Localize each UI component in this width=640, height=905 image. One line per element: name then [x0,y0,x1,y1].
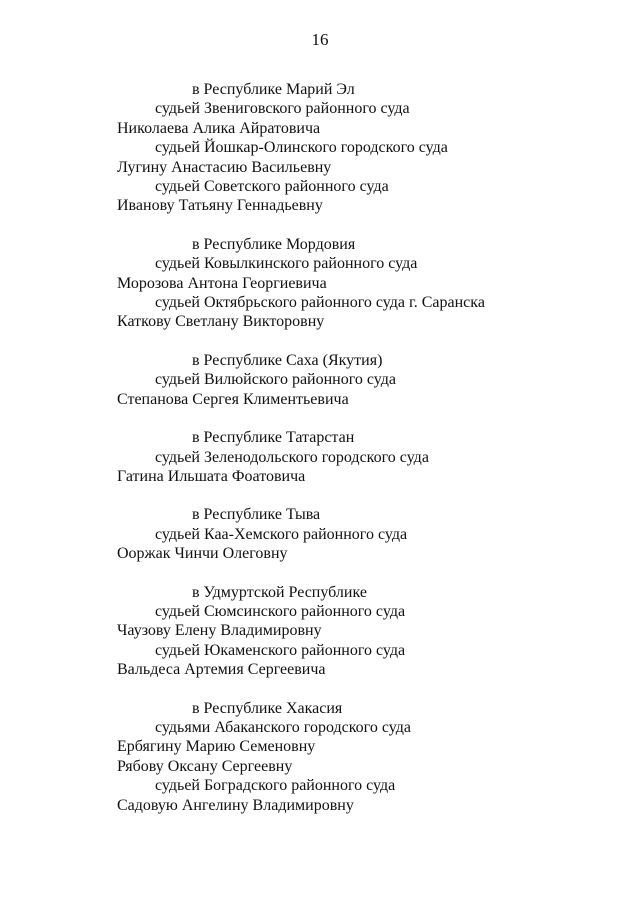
court-line: судьей Юкаменского районного суда [155,641,406,659]
region-heading: в Удмуртской Республике [192,583,367,601]
person-name: Рябову Оксану Сергеевну [117,757,293,775]
person-name: Садовую Ангелину Владимировну [117,796,354,814]
region-section [117,428,617,486]
region-section [117,80,617,216]
court-line: судьей Звениговского районного суда [155,100,410,118]
region-section [117,699,617,815]
court-line: судьей Советского районного суда [155,178,389,196]
court-line: судьей Вилюйского районного суда [155,371,397,389]
person-name: Ооржак Чинчи Олеговну [117,545,288,563]
region-heading: в Республике Тыва [192,506,321,524]
court-line: судьей Боградского районного суда [155,777,396,795]
page-number: 16 [311,30,329,49]
person-name: Степанова Сергея Климентьевича [117,390,349,408]
court-line: судьей Ковылкинского районного суда [155,255,418,273]
court-line: судьей Сюмсинского районного суда [155,602,406,620]
region-heading: в Республике Татарстан [192,429,355,447]
person-name: Ербягину Марию Семеновну [117,738,316,756]
person-name: Николаева Алика Айратовича [117,119,321,137]
region-heading: в Республике Марий Эл [192,81,355,98]
region-heading: в Республике Мордовия [192,235,356,253]
court-line: судьей Каа-Хемского районного суда [155,525,408,543]
appointments-list [117,80,617,834]
person-name: Каткову Светлану Викторовну [117,313,325,331]
court-line: судьей Зеленодольского городского суда [155,448,429,466]
region-section [117,235,617,332]
person-name: Лугину Анастасию Васильевну [117,158,332,176]
court-line: судьей Октябрьского районного суда г. Саранска [155,294,485,312]
court-line: судьями Абаканского городского суда [155,718,411,736]
region-heading: в Республике Саха (Якутия) [192,351,383,369]
court-line: судьей Йошкар-Олинского городского суда [155,139,448,157]
region-section [117,505,617,563]
region-section [117,351,617,409]
person-name: Вальдеса Артемия Сергеевича [117,661,326,679]
person-name: Иванову Татьяну Геннадьевну [117,197,323,215]
region-heading: в Республике Хакасия [192,699,343,717]
person-name: Морозова Антона Георгиевича [117,274,327,292]
region-section [117,583,617,680]
person-name: Чаузову Елену Владимировну [117,622,322,640]
person-name: Гатина Ильшата Фоатовича [117,467,306,485]
